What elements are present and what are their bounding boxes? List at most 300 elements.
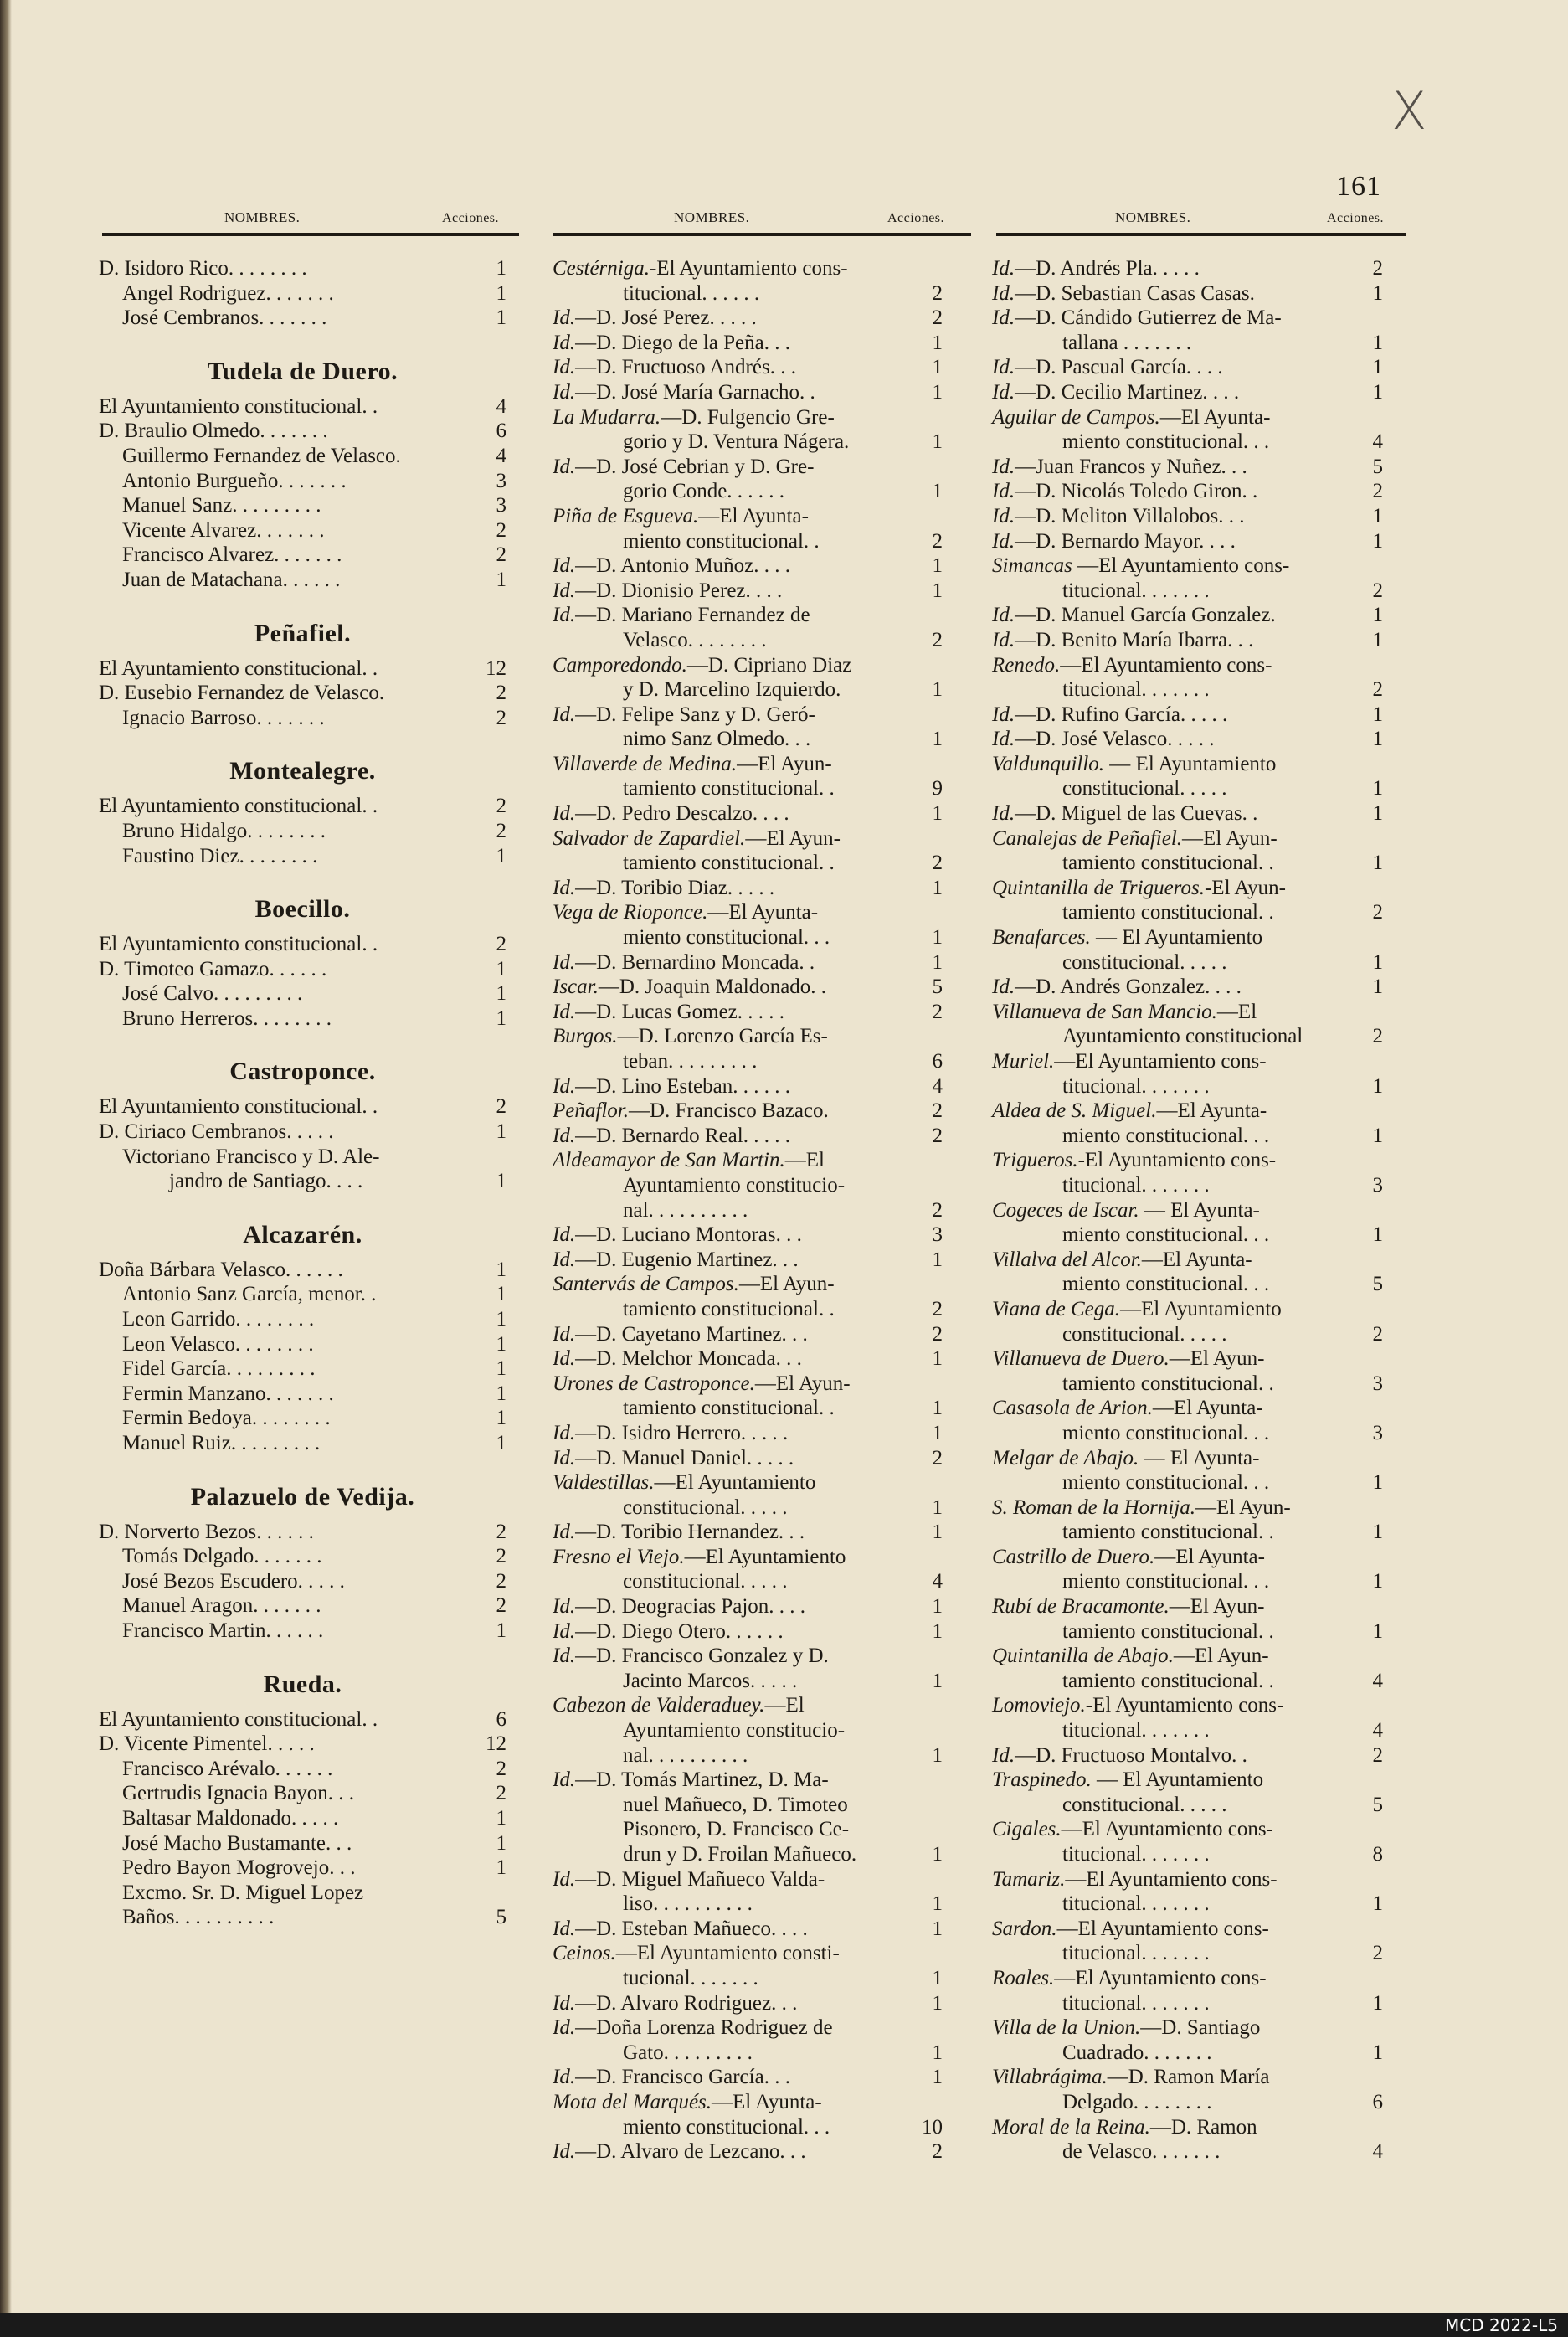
entry-continuation [553, 1396, 943, 1421]
entry-text: liso. . . . . . . . . . [623, 1892, 753, 1916]
place-name: Id. [553, 1521, 576, 1544]
place-name: Id. [553, 604, 576, 627]
entry-name [553, 1248, 799, 1273]
place-name: Id. [992, 504, 1015, 528]
shareholder-entry [553, 1322, 943, 1347]
shares-count: 2 [496, 543, 506, 567]
shareholder-entry [992, 1049, 1383, 1074]
entry-name [992, 553, 1289, 579]
entry-name [122, 543, 342, 568]
entry-name [992, 1495, 1291, 1521]
entry-text: —D. Fructuoso Montalvo. . [1015, 1743, 1247, 1767]
entry-name [1062, 1669, 1274, 1694]
shareholder-entry [99, 1520, 506, 1545]
shares-count: 1 [1372, 1471, 1383, 1495]
entry-continuation [553, 1817, 943, 1842]
place-name: Sardon. [992, 1917, 1057, 1940]
shareholder-entry [992, 405, 1383, 430]
shares-count: 2 [932, 281, 943, 305]
entry-name [1062, 1619, 1274, 1645]
entry-text: tamiento constitucional. . [1062, 1521, 1274, 1544]
page-number: 161 [1336, 171, 1381, 202]
entry-text: tamiento constitucional. . [623, 852, 835, 875]
entry-name [992, 801, 1257, 826]
place-name: La Mudarra. [553, 405, 661, 429]
shares-count: 1 [496, 1407, 506, 1430]
entry-text: Pisonero, D. Francisco Ce- [623, 1818, 850, 1841]
shareholder-entry [553, 405, 943, 430]
shareholder-entry [992, 1495, 1383, 1521]
entry-name [122, 1757, 332, 1782]
entry-continuation [992, 677, 1383, 703]
entry-continuation [553, 430, 943, 455]
shares-count: 5 [932, 975, 943, 999]
entry-text: —D. Bernardo Mayor. . . . [1015, 529, 1236, 553]
entry-name [992, 2065, 1269, 2090]
shareholder-entry [99, 932, 506, 957]
entry-continuation [992, 950, 1383, 975]
shares-count: 1 [1372, 728, 1383, 751]
shareholder-entry [992, 653, 1383, 678]
entry-name [1062, 1272, 1269, 1297]
shares-count: 1 [932, 926, 943, 950]
entry-name [122, 469, 347, 494]
shares-count: 3 [496, 469, 506, 492]
entry-name [1062, 2041, 1211, 2066]
entry-name [99, 1732, 315, 1757]
place-name: Id. [992, 604, 1015, 627]
entry-text: tamiento constitucional. . [623, 777, 835, 800]
shares-count: 1 [496, 1170, 506, 1193]
shares-count: 1 [932, 1743, 943, 1767]
entry-name [992, 1693, 1283, 1718]
entry-name [623, 1173, 845, 1198]
entry-text: D. Vicente Pimentel. . . . . [99, 1732, 315, 1756]
entry-text: constitucional. . . . . [1062, 777, 1227, 800]
place-name: Id. [553, 1322, 576, 1346]
place-name: Tamariz. [992, 1867, 1066, 1891]
place-name: Cigales. [992, 1818, 1062, 1841]
entry-name [1062, 2139, 1220, 2165]
place-name: Id. [553, 1867, 576, 1891]
shares-count: 3 [496, 494, 506, 517]
shares-count: 1 [932, 356, 943, 379]
town-heading: Peñafiel. [254, 619, 352, 647]
entry-name [1062, 1124, 1269, 1149]
place-name: Camporedondo. [553, 653, 687, 677]
town-heading: Palazuelo de Vedija. [190, 1482, 415, 1511]
shares-count: 1 [1372, 1124, 1383, 1147]
entry-text: Francisco Martin. . . . . . [122, 1619, 324, 1642]
shareholder-entry [99, 518, 506, 543]
entry-name [122, 1282, 376, 1307]
entry-text: Leon Velasco. . . . . . . . [122, 1332, 314, 1356]
entry-text: —D. Manuel García Gonzalez. [1015, 604, 1276, 627]
shareholder-entry [99, 1831, 506, 1856]
entry-name [99, 1120, 334, 1145]
place-name: Id. [992, 728, 1015, 751]
entry-continuation [553, 628, 943, 653]
shares-count: 1 [496, 1831, 506, 1855]
shareholder-entry [99, 981, 506, 1006]
shareholder-entry [553, 950, 943, 975]
entry-continuation [992, 1941, 1383, 1966]
shares-count: 1 [1372, 802, 1383, 826]
entry-text: tamiento constitucional. . [1062, 1669, 1274, 1692]
entry-text: —D. Benito María Ibarra. . . [1015, 628, 1254, 651]
entry-text: —D. Cayetano Martinez. . . [575, 1322, 808, 1346]
entry-text: Doña Bárbara Velasco. . . . . . [99, 1258, 343, 1281]
shares-count: 4 [932, 1570, 943, 1593]
shares-count: 1 [932, 1248, 943, 1271]
entry-continuation [992, 1372, 1383, 1397]
shareholder-entry [553, 1693, 943, 1718]
place-name: Id. [992, 975, 1015, 999]
shareholder-entry [99, 1619, 506, 1644]
place-name: Id. [553, 1991, 576, 2015]
entry-name [122, 493, 321, 518]
entry-continuation [992, 2041, 1383, 2066]
shareholder-entry [553, 1148, 943, 1173]
entry-text: titucional. . . . . . . [1062, 1892, 1210, 1916]
shares-count: 12 [486, 656, 506, 680]
entry-text: y D. Marcelino Izquierdo. [623, 678, 841, 702]
shareholder-entry [99, 493, 506, 518]
entry-name [1062, 851, 1274, 876]
place-name: Id. [553, 579, 576, 602]
entry-name [553, 1693, 805, 1718]
place-name: Traspinedo. [992, 1768, 1092, 1792]
shareholder-entry [992, 1148, 1383, 1173]
entry-continuation [992, 2139, 1383, 2165]
shareholder-entry [553, 1421, 943, 1446]
entry-text: El Ayuntamiento constitucional. . [99, 656, 378, 680]
entry-name [553, 603, 810, 628]
entry-continuation [553, 1297, 943, 1322]
shareholder-entry [553, 1470, 943, 1495]
entry-text: -El Ayuntamiento cons- [649, 257, 848, 280]
shareholder-entry [553, 1248, 943, 1273]
shareholder-entry [992, 1545, 1383, 1570]
place-name: Salvador de Zapardiel. [553, 826, 746, 850]
entry-text: —El Ayun- [737, 752, 832, 775]
shares-header: Acciones. [442, 211, 500, 225]
place-name: Quintanilla de Trigueros. [992, 876, 1205, 899]
shareholder-entry [99, 819, 506, 844]
entry-text: Gertrudis Ignacia Bayon. . . [122, 1782, 355, 1805]
entry-name [992, 1644, 1269, 1669]
entry-name [553, 876, 774, 901]
entry-name [1062, 1842, 1210, 1867]
entry-continuation [992, 851, 1383, 876]
place-name: Rubí de Bracamonte. [992, 1595, 1170, 1619]
entry-name [992, 1768, 1263, 1793]
entry-text: —D. Andrés Pla. . . . . [1015, 257, 1200, 280]
entry-text: —D. Dionisio Perez. . . . [575, 579, 783, 602]
entry-name [122, 1806, 338, 1831]
place-name: Burgos. [553, 1025, 618, 1048]
place-name: Id. [553, 356, 576, 379]
entry-name [1062, 1223, 1269, 1248]
entry-text: José Cembranos. . . . . . . [122, 306, 327, 330]
shares-count: 1 [1372, 1619, 1383, 1643]
shares-count: 1 [496, 306, 506, 330]
place-name: Fresno el Viejo. [553, 1545, 685, 1568]
entry-name [1062, 1520, 1274, 1545]
place-name: Id. [992, 380, 1015, 404]
entry-name [1062, 677, 1210, 703]
entry-continuation [992, 1619, 1383, 1645]
entry-name [1062, 1470, 1269, 1495]
shareholder-entry [992, 529, 1383, 554]
entry-text: miento constitucional. . . [1062, 430, 1270, 454]
entry-name [1062, 2090, 1211, 2115]
entry-text: —D. Diego Otero. . . . . . [575, 1619, 784, 1643]
place-name: S. Roman de la Hornija. [992, 1495, 1196, 1519]
entry-text: —El Ayuntamiento cons- [1054, 1050, 1267, 1073]
shareholder-entry [553, 1000, 943, 1025]
entry-text: —El Ayunta- [1152, 1397, 1263, 1420]
place-name: Villalva del Alcor. [992, 1248, 1142, 1271]
entry-name [992, 2115, 1257, 2140]
entry-text: constitucional. . . . . [1062, 1793, 1227, 1816]
entry-text: -El Ayuntamiento cons- [1085, 1694, 1284, 1717]
shares-count: 2 [932, 529, 943, 553]
shareholder-entry [553, 256, 943, 281]
entry-text: —D. José María Garnacho. . [575, 380, 815, 404]
shareholder-entry [99, 957, 506, 982]
entry-name [553, 380, 815, 405]
entry-text: D. Norverto Bezos. . . . . . [99, 1520, 314, 1543]
shares-count: 1 [932, 480, 943, 503]
entry-continuation [553, 1569, 943, 1594]
entry-name [553, 1867, 825, 1892]
shares-count: 1 [1372, 628, 1383, 651]
entry-text: —El Ayunta- [698, 504, 809, 528]
shareholder-entry [99, 1431, 506, 1456]
entry-continuation [553, 2115, 943, 2140]
entry-continuation [992, 900, 1383, 925]
shares-count: 2 [932, 1198, 943, 1222]
shares-count: 1 [496, 1308, 506, 1331]
shares-count: 1 [932, 1595, 943, 1619]
entry-name [122, 281, 334, 306]
entry-text: —El Ayun- [1169, 1595, 1265, 1619]
place-name: Id. [992, 1743, 1015, 1767]
shares-count: 1 [496, 1006, 506, 1030]
entry-text: —El Ayuntamiento cons- [1072, 554, 1290, 578]
header-rule [102, 233, 519, 236]
shares-count: 1 [932, 331, 943, 354]
entry-text: —D. Sebastian Casas Casas. [1015, 281, 1255, 305]
shareholder-entry [992, 801, 1383, 826]
place-name: Villaverde de Medina. [553, 752, 738, 775]
entry-name [553, 801, 789, 826]
shares-count: 1 [1372, 777, 1383, 800]
entry-text: —El Ayunta- [1156, 1099, 1267, 1123]
shares-count: 1 [1372, 852, 1383, 875]
shares-count: 2 [932, 1297, 943, 1320]
shareholder-entry [553, 1272, 943, 1297]
shares-count: 1 [496, 1258, 506, 1281]
entry-name [553, 579, 782, 604]
entry-text: tallana . . . . . . . [1062, 331, 1192, 354]
shareholder-entry [992, 455, 1383, 480]
place-name: Id. [992, 802, 1015, 826]
place-name: Iscar. [553, 975, 599, 999]
shareholder-entry [553, 1346, 943, 1372]
entry-name [553, 256, 848, 281]
entry-name [992, 925, 1262, 950]
entry-name [623, 281, 759, 306]
shareholder-entry [553, 579, 943, 604]
entry-continuation [992, 1024, 1383, 1049]
shares-count: 1 [496, 257, 506, 280]
entry-name [122, 1332, 314, 1357]
shareholder-entry [99, 1406, 506, 1431]
shareholder-entry [99, 1094, 506, 1120]
shares-count: 1 [932, 1892, 943, 1916]
entry-name [992, 455, 1247, 480]
entry-text: constitucional. . . . . [1062, 950, 1227, 974]
entry-name [992, 1917, 1269, 1942]
entry-name [122, 1781, 354, 1806]
entry-text: —D. Alvaro de Lezcano. . . [575, 2140, 806, 2164]
shares-count: 1 [932, 1619, 943, 1643]
place-name: Id. [992, 306, 1015, 330]
shareholder-entry [99, 1282, 506, 1307]
entry-name [623, 1049, 757, 1074]
entry-text: titucional. . . . . . . [1062, 1843, 1210, 1866]
place-name: Renedo. [992, 653, 1061, 677]
shares-count: 1 [932, 380, 943, 404]
entry-name [553, 405, 835, 430]
entry-text: —D. Cecilio Martinez. . . . [1015, 380, 1240, 404]
entry-continuation [553, 851, 943, 876]
entry-text: Ignacio Barroso. . . . . . . [122, 706, 325, 729]
entry-text: Gato. . . . . . . . . [623, 2041, 753, 2064]
entry-text: Francisco Arévalo. . . . . . [122, 1757, 333, 1780]
entry-text: Velasco. . . . . . . . [623, 628, 767, 651]
shares-count: 4 [1372, 430, 1383, 454]
shareholder-entry [992, 826, 1383, 852]
entry-name [1062, 430, 1269, 455]
entry-name [553, 1124, 790, 1149]
entry-text: —D. Francisco Bazaco. [628, 1099, 829, 1123]
place-name: Id. [553, 455, 576, 478]
entry-continuation [992, 1421, 1383, 1446]
entry-name [992, 1545, 1265, 1570]
section-spacer [99, 1194, 506, 1212]
entry-text: nal. . . . . . . . . . [623, 1743, 748, 1767]
shares-count: 2 [932, 1124, 943, 1147]
shares-header: Acciones. [1327, 211, 1385, 225]
entry-name [122, 844, 317, 869]
shareholder-entry [99, 1757, 506, 1782]
place-name: Id. [553, 380, 576, 404]
entry-name [992, 504, 1245, 529]
entry-name [992, 975, 1242, 1000]
entry-text: —D. Meliton Villalobos. . . [1015, 504, 1245, 528]
entry-text: miento constitucional. . . [1062, 1471, 1270, 1495]
entry-name [553, 553, 790, 579]
place-name: Roales. [992, 1966, 1055, 1990]
shares-count: 2 [1372, 1322, 1383, 1346]
entry-name [553, 1619, 784, 1645]
shareholder-entry [992, 1446, 1383, 1471]
place-name: Id. [553, 2066, 576, 2089]
section-spacer [99, 1031, 506, 1049]
entry-name [553, 306, 757, 331]
shares-count: 1 [1372, 1074, 1383, 1098]
entry-text: José Bezos Escudero. . . . . [122, 1569, 345, 1593]
entry-text: El Ayuntamiento constitucional. . [99, 1095, 378, 1119]
entry-text: miento constitucional. . [623, 529, 820, 553]
entry-name [623, 1495, 788, 1521]
entry-continuation [553, 1049, 943, 1074]
shareholder-entry [992, 2115, 1383, 2140]
entry-name [99, 419, 328, 444]
entry-text: Fermin Bedoya. . . . . . . . [122, 1407, 331, 1430]
place-name: Id. [992, 703, 1015, 726]
shareholder-entry [99, 1356, 506, 1382]
shareholder-entry [553, 1223, 943, 1248]
place-name: Id. [992, 281, 1015, 305]
place-name: Urones de Castroponce. [553, 1372, 755, 1395]
entry-name [992, 281, 1255, 306]
entry-text: Juan de Matachana. . . . . . [122, 568, 341, 591]
entry-text: miento constitucional. . . [1062, 1570, 1270, 1593]
entry-name [122, 981, 302, 1006]
shares-count: 1 [932, 2041, 943, 2064]
place-name: Valdunquillo. [992, 752, 1105, 775]
entry-text: -El Ayun- [1204, 876, 1286, 899]
entry-name [623, 925, 830, 950]
shares-count: 1 [496, 1283, 506, 1306]
shareholder-entry [99, 1544, 506, 1569]
shareholder-entry [99, 1145, 506, 1170]
place-name: Id. [553, 1000, 576, 1023]
entry-name [992, 306, 1282, 331]
entry-name [992, 1396, 1263, 1421]
entry-name [1062, 1718, 1210, 1743]
entry-name [623, 1718, 845, 1743]
entry-text: —El Ayuntamiento [684, 1545, 846, 1568]
shares-count: 2 [496, 933, 506, 956]
entry-continuation [992, 1991, 1383, 2016]
entry-name [992, 1966, 1267, 1991]
entry-continuation [992, 1718, 1383, 1743]
entry-name [1062, 1421, 1269, 1446]
entry-name [1062, 950, 1227, 975]
entry-text: titucional. . . . . . . [1062, 1719, 1210, 1742]
shareholder-entry [99, 681, 506, 706]
entry-name [992, 355, 1223, 380]
entry-name [553, 1148, 825, 1173]
entry-name [122, 1881, 363, 1906]
names-header: NOMBRES. [674, 209, 750, 225]
entry-continuation [992, 1520, 1383, 1545]
entry-name [992, 1049, 1267, 1074]
shareholder-entry [553, 1446, 943, 1471]
entry-name [553, 1446, 794, 1471]
entry-text: miento constitucional. . . [1062, 1223, 1270, 1247]
entry-name [553, 1372, 851, 1397]
entry-name [992, 1867, 1278, 1892]
entry-text: miento constitucional. . . [623, 926, 830, 950]
shares-count: 2 [496, 795, 506, 818]
entry-text: Antonio Burgueño. . . . . . . [122, 469, 347, 492]
